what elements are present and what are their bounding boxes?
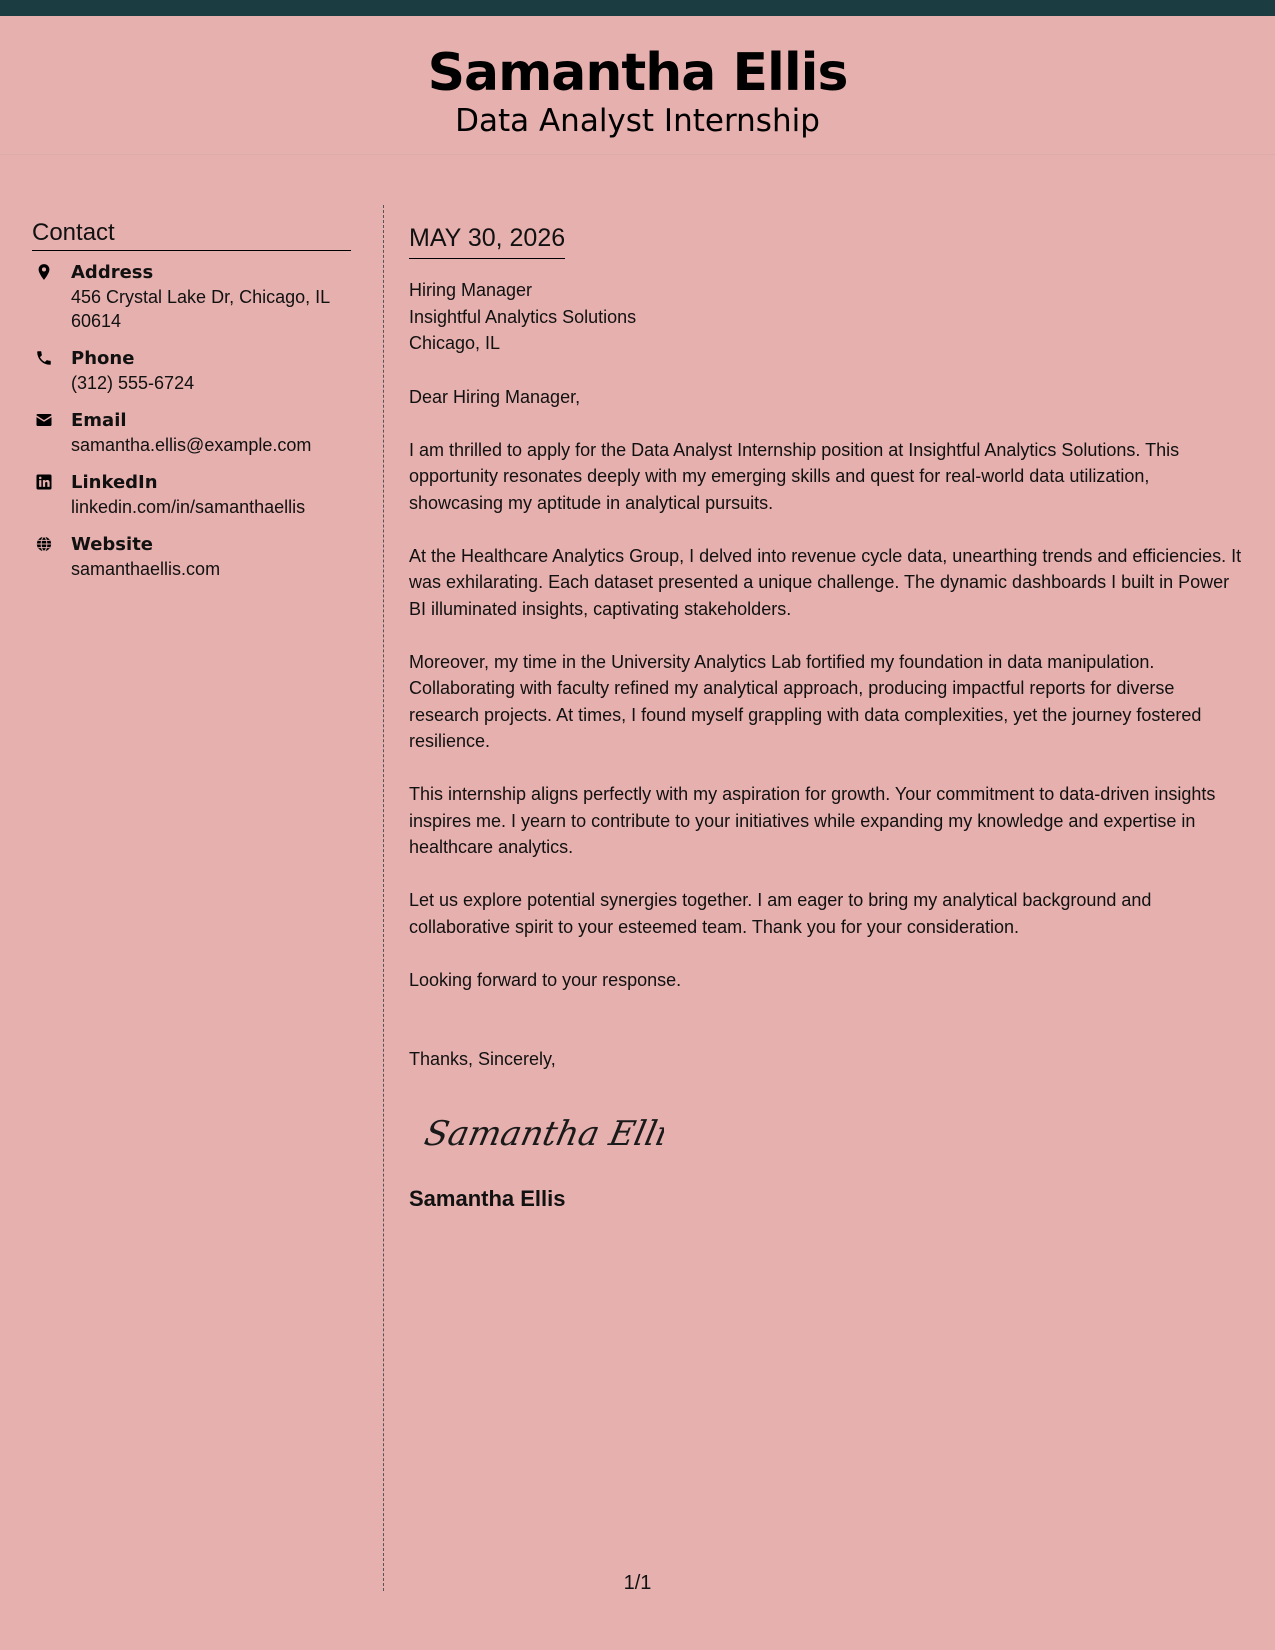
salutation: Dear Hiring Manager, bbox=[409, 386, 581, 407]
top-accent-bar bbox=[0, 0, 1275, 16]
applicant-name: Samantha Ellis bbox=[427, 43, 848, 103]
contact-label: Email bbox=[71, 410, 127, 431]
contact-label: LinkedIn bbox=[71, 472, 158, 493]
contact-label: Website bbox=[71, 534, 154, 555]
page-number: 1/1 bbox=[623, 1572, 652, 1594]
envelope-icon bbox=[35, 411, 53, 429]
svg-text:Samantha Ellis: Samantha Ellis bbox=[421, 1113, 664, 1154]
map-pin-icon bbox=[35, 263, 53, 281]
column-divider bbox=[383, 205, 384, 1591]
paragraph: This internship aligns perfectly with my aspiration for growth. Your commitment to data-driven insights inspires me. I yearn to contribute to your initiatives while expanding my knowledge and expertise in healthcare analytics. bbox=[409, 784, 1216, 857]
linkedin-value: linkedin.com/in/samanthaellis bbox=[71, 497, 306, 517]
paragraph: Moreover, my time in the University Analytics Lab fortified my foundation in data manipulation. Collaborating with faculty refined my analytical approach, producing impactful reports for diverse research projects. At times, I found myself grappling with data complexities, yet the journey fostered resilience. bbox=[409, 651, 1202, 751]
phone-value: (312) 555-6724 bbox=[71, 373, 195, 393]
paragraph: I am thrilled to apply for the Data Analyst Internship position at Insightful Analytics Solutions. This opportunity resonates deeply with my emerging skills and quest for real-world data utilization, showcasing my aptitude in analytical pursuits. bbox=[409, 439, 1180, 513]
contact-item-address bbox=[32, 261, 351, 333]
contact-heading: Contact bbox=[32, 218, 351, 251]
website-value: samanthaellis.com bbox=[71, 559, 221, 579]
address-value: 456 Crystal Lake Dr, Chicago, IL 60614 bbox=[71, 287, 330, 331]
paragraph: Let us explore potential synergies together. I am eager to bring my analytical background and collaborative spirit to your esteemed team. Thank you for your consideration. bbox=[409, 890, 1152, 937]
contact-label: Address bbox=[71, 262, 154, 283]
recipient-title: Hiring Manager bbox=[409, 280, 533, 300]
contact-item-linkedin bbox=[32, 471, 351, 519]
globe-icon bbox=[35, 535, 53, 553]
job-title: Data Analyst Internship bbox=[455, 103, 820, 139]
contact-item-email bbox=[32, 409, 351, 457]
handwritten-signature bbox=[419, 1107, 664, 1159]
paragraph: Looking forward to your response. bbox=[409, 969, 682, 990]
letter-date: MAY 30, 2026 bbox=[409, 220, 565, 259]
signer-name: Samantha Ellis bbox=[409, 1186, 566, 1211]
closing: Thanks, Sincerely, bbox=[409, 1049, 556, 1069]
paragraph: At the Healthcare Analytics Group, I delved into revenue cycle data, unearthing trends and efficiencies. It was exhilarating. Each dataset presented a unique challenge. The dynamic dashboards I built in Power BI illuminated insights, captivating stakeholders. bbox=[409, 545, 1242, 619]
recipient-location: Chicago, IL bbox=[409, 333, 501, 353]
contact-item-website bbox=[32, 533, 351, 581]
contact-item-phone bbox=[32, 347, 351, 395]
recipient-block bbox=[409, 277, 1245, 357]
contact-sidebar bbox=[32, 218, 351, 595]
linkedin-icon bbox=[35, 473, 53, 491]
phone-icon bbox=[35, 349, 53, 367]
contact-label: Phone bbox=[71, 348, 135, 369]
letter-body bbox=[409, 220, 1245, 1214]
email-value: samantha.ellis@example.com bbox=[71, 435, 312, 455]
recipient-company: Insightful Analytics Solutions bbox=[409, 306, 637, 327]
header bbox=[0, 16, 1275, 155]
